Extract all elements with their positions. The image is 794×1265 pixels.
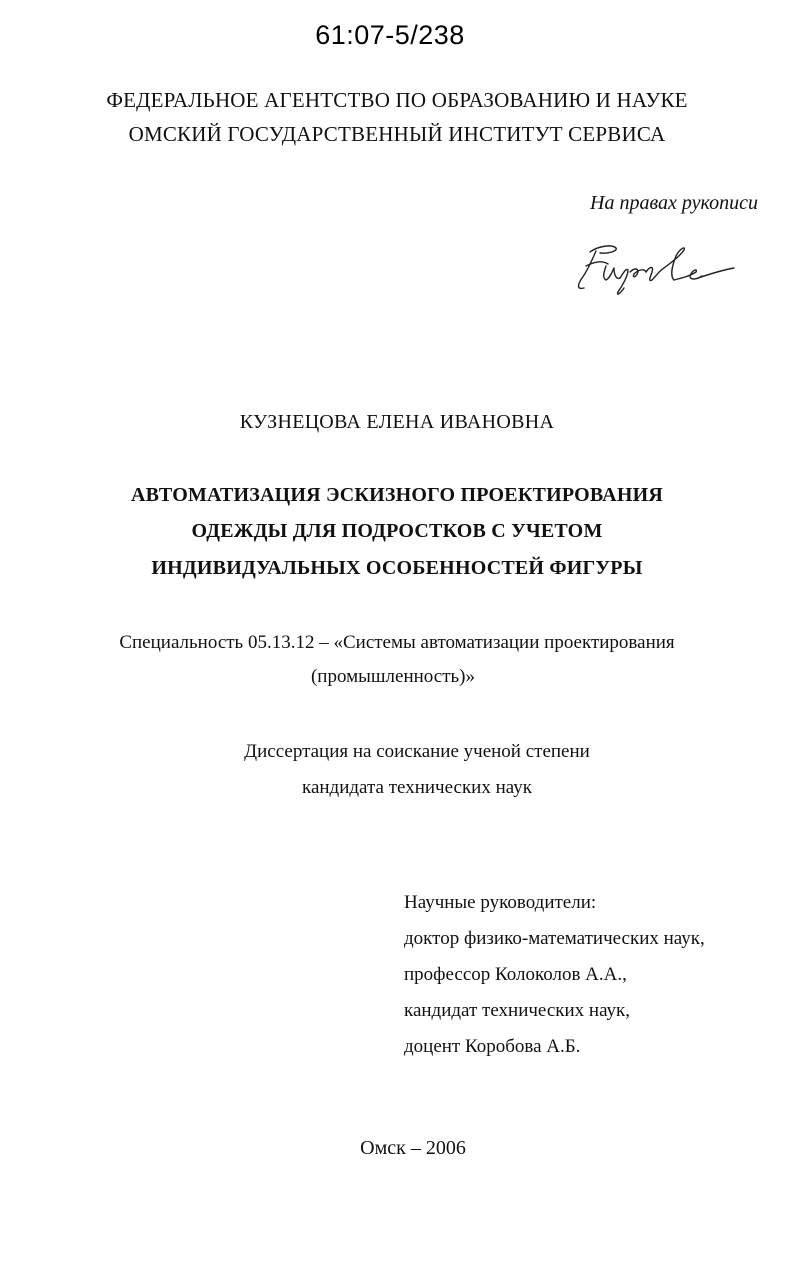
specialty-line-1: Специальность 05.13.12 – «Системы автоматизации проектирования — [119, 632, 675, 653]
scientific-advisors — [404, 885, 705, 1065]
degree-statement-line-1: Диссертация на соискание ученой степени — [244, 741, 590, 762]
specialty-line-2: (промышленность)» — [310, 666, 475, 687]
advisor-1-degree: доктор физико-математических наук, — [404, 928, 705, 949]
degree-statement-line-2: кандидата технических наук — [302, 777, 532, 798]
archive-code: 61:07-5/238 — [315, 20, 465, 50]
handwritten-signature — [572, 238, 737, 300]
advisor-2-name: доцент Коробова А.Б. — [404, 1036, 581, 1057]
organization-line-2: ОМСКИЙ ГОСУДАРСТВЕННЫЙ ИНСТИТУТ СЕРВИСА — [128, 122, 666, 146]
dissertation-title-line-1: АВТОМАТИЗАЦИЯ ЭСКИЗНОГО ПРОЕКТИРОВАНИЯ — [131, 484, 663, 506]
advisors-heading: Научные руководители: — [404, 892, 597, 913]
advisor-2-degree: кандидат технических наук, — [404, 1000, 631, 1021]
manuscript-rights-note: На правах рукописи — [590, 192, 758, 214]
author-name: КУЗНЕЦОВА ЕЛЕНА ИВАНОВНА — [239, 411, 555, 433]
city-year: Омск – 2006 — [360, 1137, 466, 1159]
dissertation-title-line-3: ИНДИВИДУАЛЬНЫХ ОСОБЕННОСТЕЙ ФИГУРЫ — [151, 557, 643, 579]
advisor-1-name: профессор Колоколов А.А., — [404, 964, 627, 985]
dissertation-title-line-2: ОДЕЖДЫ ДЛЯ ПОДРОСТКОВ С УЧЕТОМ — [191, 520, 603, 542]
organization-line-1: ФЕДЕРАЛЬНОЕ АГЕНТСТВО ПО ОБРАЗОВАНИЮ И НАУКЕ — [106, 88, 688, 112]
